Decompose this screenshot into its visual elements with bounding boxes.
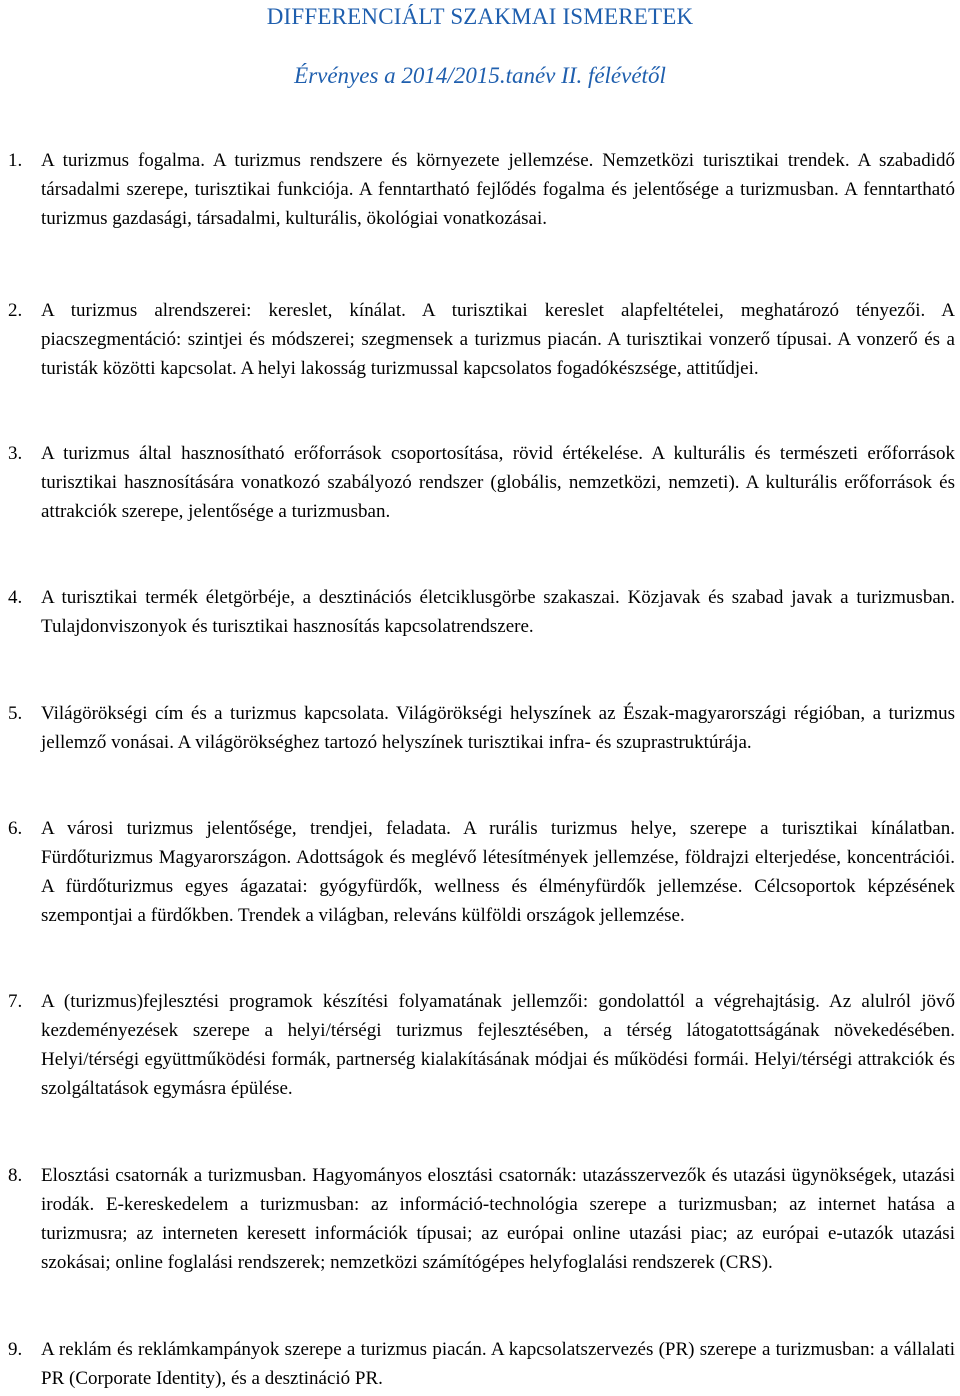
topic-text: A turisztikai termék életgörbéje, a desztinációs életciklusgörbe szakaszai. Közjavak és szabad javak a turizmusban. Tulajdonviszonyok és turisztikai hasznosítás kapcsolatrendszere. <box>41 587 955 637</box>
topic-text: Elosztási csatornák a turizmusban. Hagyományos elosztási csatornák: utazásszervezők és utazási ügynökségek, utazási irodák. E-kereskedelem a turizmusban: az információ-technológia szerepe a turizmusban; az internet hatása a turizmusra; az interneten keresett információk típusai; az európai online utazási piac; az európai e-utazók utazási szokásai; online foglalási rendszerek; nemzetközi számítógépes helyfoglalási rendszerek (CRS). <box>41 1165 955 1273</box>
document-subtitle: Érvényes a 2014/2015.tanév II. félévétől <box>294 63 666 88</box>
topic-number: 7. <box>8 991 23 1012</box>
topic-number: 9. <box>8 1339 23 1360</box>
topic-text: A turizmus alrendszerei: kereslet, kínálat. A turisztikai kereslet alapfeltételei, meghatározó tényezői. A piacszegmentáció: szintjei és módszerei; szegmensek a turizmus piacán. A turisztikai vonzerő típusai. A vonzerő és a turisták közötti kapcsolat. A helyi lakosság turizmussal kapcsolatos fogadókészsége, attitűdjei. <box>41 300 955 379</box>
topic-number: 3. <box>8 443 23 464</box>
topic-text: A városi turizmus jelentősége, trendjei, feladata. A rurális turizmus helye, szerepe a turisztikai kínálatban. Fürdőturizmus Magyarországon. Adottságok és meglévő létesítmények jellemzése, földrajzi elterjedése, koncentrációi. A fürdőturizmus egyes ágazatai: gyógyfürdők, wellness és élményfürdők jellemzése. Célcsoportok képzésének szempontjai a fürdőkben. Trendek a világban, releváns külföldi országok jellemzése. <box>41 818 955 926</box>
topic-number: 5. <box>8 703 23 724</box>
topic-text: A turizmus fogalma. A turizmus rendszere és környezete jellemzése. Nemzetközi turisztikai trendek. A szabadidő társadalmi szerepe, turisztikai funkciója. A fenntartható fejlődés fogalma és jelentősége a turizmusban. A fenntartható turizmus gazdasági, társadalmi, kulturális, ökológiai vonatkozásai. <box>41 150 955 229</box>
topic-text: A reklám és reklámkampányok szerepe a turizmus piacán. A kapcsolatszervezés (PR) szerepe a turizmusban: a vállalati PR (Corporate Identity), és a desztináció PR. <box>41 1339 955 1389</box>
topic-number: 1. <box>8 150 23 171</box>
topic-text: A turizmus által hasznosítható erőforrások csoportosítása, rövid értékelése. A kulturális és természeti erőforrások turisztikai hasznosítására vonatkozó szabályozó rendszer (globális, nemzetközi, nemzeti). A kulturális erőforrások és attrakciók szerepe, jelentősége a turizmusban. <box>41 443 955 522</box>
topic-number: 4. <box>8 587 23 608</box>
topic-number: 2. <box>8 300 23 321</box>
topic-text: A (turizmus)fejlesztési programok készítési folyamatának jellemzői: gondolattól a végrehajtásig. Az alulról jövő kezdeményezések szerepe a helyi/térségi turizmus fejlesztésében, a térség látogatottságának növekedésében. Helyi/térségi együttműködési formák, partnerség kialakításának módjai és működési formái. Helyi/térségi attrakciók és szolgáltatások egymásra épülése. <box>41 991 955 1099</box>
topic-number: 8. <box>8 1165 23 1186</box>
topic-text: Világörökségi cím és a turizmus kapcsolata. Világörökségi helyszínek az Észak-magyarországi régióban, a turizmus jellemző vonásai. A világörökséghez tartozó helyszínek turisztikai infra- és szuprastruktúrája. <box>41 703 955 753</box>
document-title: DIFFERENCIÁLT SZAKMAI ISMERETEK <box>266 4 694 29</box>
topic-number: 6. <box>8 818 23 839</box>
